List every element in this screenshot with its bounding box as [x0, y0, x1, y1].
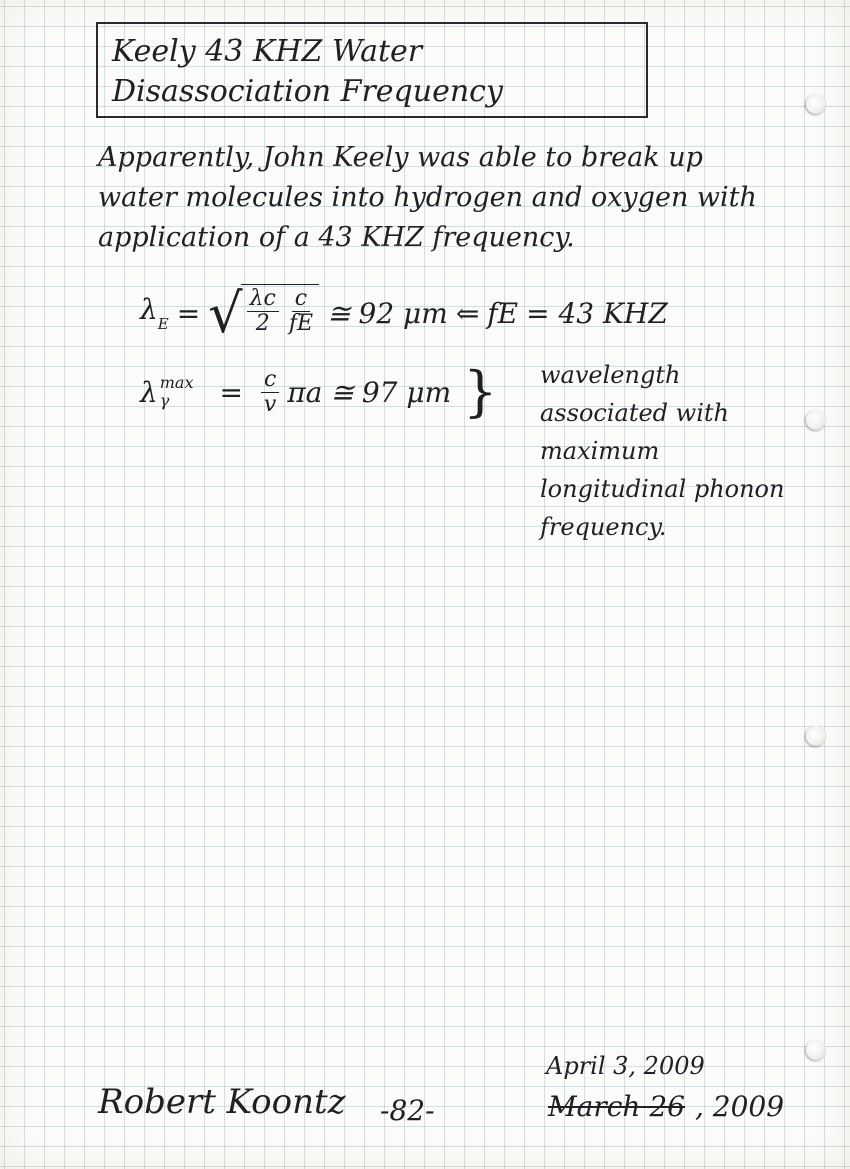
eq2-tail: πa: [287, 375, 323, 409]
binder-hole-icon: [806, 1040, 826, 1060]
eq2-value: 97 μm: [361, 375, 452, 409]
right-brace-icon: }: [463, 360, 498, 423]
date-struck-text: March 26: [548, 1090, 685, 1123]
date-struck-suffix: , 2009: [695, 1090, 785, 1123]
page-title-text: Keely 43 KHZ Water Disassociation Frequency: [112, 34, 503, 109]
eq1-radical: [208, 282, 319, 345]
binder-hole-icon: [806, 726, 826, 746]
signature: Robert Koontz: [98, 1082, 346, 1122]
date-current: April 3, 2009: [546, 1052, 705, 1080]
eq2-fraction: $\frac{c}{v}$: [261, 368, 279, 417]
eq1-condition-lhs: fE: [487, 296, 519, 330]
eq1-equals: =: [176, 296, 201, 330]
eq1-condition-value: = 43 KHZ: [526, 296, 668, 330]
intro-paragraph: Apparently, John Keely was able to break up water molecules into hydrogen and oxygen with application of a 43 KHZ frequency.: [98, 142, 757, 253]
binder-hole-icon: [806, 94, 826, 114]
page-number: -82-: [380, 1094, 435, 1127]
eq1-lhs: $\lambda_E$: [140, 293, 169, 333]
equation-wavelength-e: [140, 283, 668, 343]
eq1-fraction-2: $\frac{c}{fE}$: [288, 286, 314, 336]
side-note: wavelength associated with maximum longitudinal phonon frequency.: [540, 361, 785, 541]
eq2-approx: ≅: [330, 375, 354, 409]
eq1-value: 92 μm: [358, 296, 448, 330]
equation-wavelength-max: [140, 362, 498, 422]
eq2-lhs: λ max γ: [140, 373, 194, 410]
binder-hole-icon: [806, 410, 826, 430]
page-title: [96, 22, 648, 118]
eq1-approx: ≅: [327, 296, 351, 330]
eq1-fraction-1: $\frac{\lambda c}{2}$: [247, 287, 279, 336]
eq2-equals: =: [219, 375, 243, 409]
sqrt-icon: √: [208, 281, 243, 345]
eq1-implied-arrow: ⇐: [455, 296, 480, 330]
date-original: [548, 1090, 784, 1123]
